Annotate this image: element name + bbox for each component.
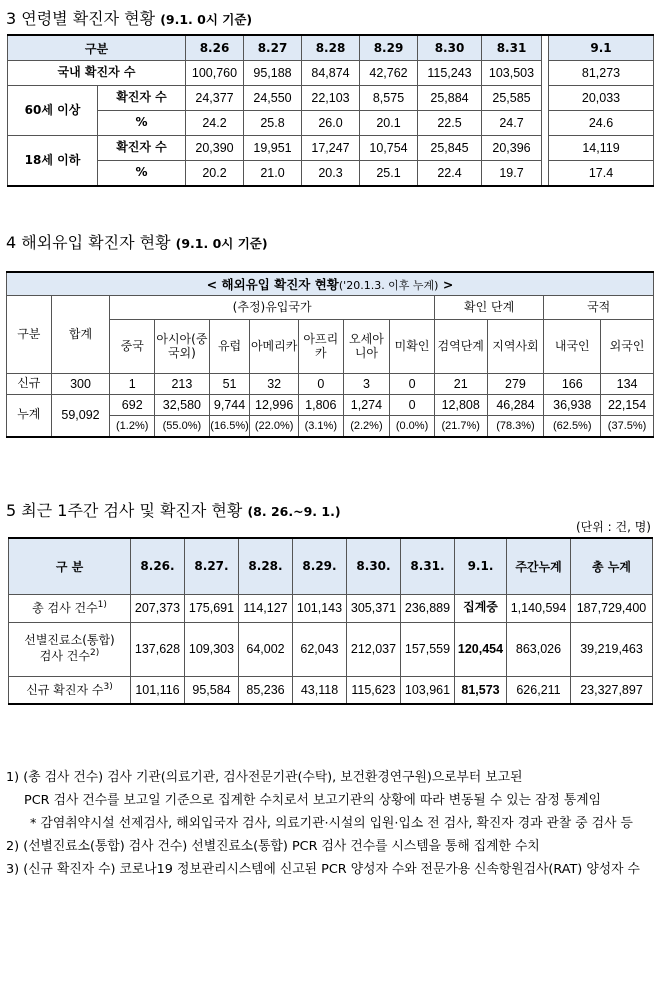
cell: 24.6 [549, 111, 654, 136]
footnote: * 감염취약시설 선제검사, 해외입국자 검사, 의료기관·시설의 입원·입소 전 검사, 확진자 경과 관찰 중 검사 등 [30, 816, 633, 831]
cell: 279 [487, 374, 544, 395]
cell: 22,103 [302, 86, 360, 111]
footnote: 1) (총 검사 건수) 검사 기관(의료기관, 검사전문기관(수탁), 보건환경연구원)으로부터 보고된 [6, 770, 523, 785]
header-date: 8.31. [401, 538, 455, 594]
cell: 9,744 [209, 395, 250, 416]
cell: 157,559 [401, 622, 455, 676]
cell: 24.7 [482, 111, 542, 136]
overseas-table [6, 271, 654, 438]
header-total: 총 누계 [571, 538, 653, 594]
cell: 24,377 [186, 86, 244, 111]
header-date: 8.31 [482, 35, 542, 61]
cell: 115,623 [347, 676, 401, 704]
cell: (55.0%) [155, 416, 210, 437]
cell: 12,808 [434, 395, 487, 416]
cell: (16.5%) [209, 416, 250, 437]
header-nation: 국적 [544, 296, 654, 320]
cell: 22.4 [418, 161, 482, 187]
cell: (62.5%) [544, 416, 601, 437]
row-label: 국내 확진자 수 [8, 61, 186, 86]
cell: 95,188 [244, 61, 302, 86]
cell: 101,143 [293, 594, 347, 622]
cell: 137,628 [131, 622, 185, 676]
cell: 21 [434, 374, 487, 395]
cell: 103,503 [482, 61, 542, 86]
cell: 20.3 [302, 161, 360, 187]
cell: 207,373 [131, 594, 185, 622]
cell: 81,573 [455, 676, 507, 704]
cell: 175,691 [185, 594, 239, 622]
cell: 20.2 [186, 161, 244, 187]
footnote: 2) (선별진료소(통합) 검사 건수) 선별진료소(통합) PCR 검사 건수를 시스템을 통해 집계한 수치 [6, 839, 540, 854]
cell: 81,273 [549, 61, 654, 86]
header-date: 8.26. [131, 538, 185, 594]
cell: 집계중 [455, 594, 507, 622]
cell: 103,961 [401, 676, 455, 704]
col-header: 미확인 [390, 320, 435, 374]
header-date: 8.30 [418, 35, 482, 61]
cell: 166 [544, 374, 601, 395]
cell: 22,154 [601, 395, 654, 416]
col-header: 중국 [110, 320, 155, 374]
cell: 134 [601, 374, 654, 395]
col-header: 검역단계 [434, 320, 487, 374]
header-cell: 구 분 [9, 538, 131, 594]
cell: (21.7%) [434, 416, 487, 437]
cell: 85,236 [239, 676, 293, 704]
cell: 1,140,594 [507, 594, 571, 622]
cell: 19.7 [482, 161, 542, 187]
cell: (22.0%) [250, 416, 299, 437]
cell: 59,092 [51, 395, 110, 437]
header-date: 8.27. [185, 538, 239, 594]
cell: 1,274 [343, 395, 390, 416]
footnote: PCR 검사 건수를 보고일 기준으로 집계한 수치로서 보고기관의 상황에 따라 변동될 수 있는 잠정 통계임 [24, 793, 601, 808]
header-date: 8.26 [186, 35, 244, 61]
cell: 20.1 [360, 111, 418, 136]
col-header: 아시아(중국외) [155, 320, 210, 374]
row-label: 선별진료소(통합) 검사 건수$^{2)}$ [9, 622, 131, 676]
unit-label: (단위 : 건, 명) [575, 520, 651, 534]
cell: (37.5%) [601, 416, 654, 437]
cell: 19,951 [244, 136, 302, 161]
cell: 115,243 [418, 61, 482, 86]
row-sublabel: % [98, 111, 186, 136]
cell: 3 [343, 374, 390, 395]
footnote: 3) (신규 확진자 수) 코로나19 정보관리시스템에 신고된 PCR 양성자 수와 전문가용 신속항원검사(RAT) 양성자 수 [6, 862, 640, 877]
header-date: 9.1. [455, 538, 507, 594]
cell: 17,247 [302, 136, 360, 161]
cell: 12,996 [250, 395, 299, 416]
header-cell: 구분 [8, 35, 186, 61]
cell: 626,211 [507, 676, 571, 704]
cell: 84,874 [302, 61, 360, 86]
col-header: 아프리카 [299, 320, 344, 374]
cell: 24,550 [244, 86, 302, 111]
col-header: 유럽 [209, 320, 250, 374]
cell: 24.2 [186, 111, 244, 136]
cell: 863,026 [507, 622, 571, 676]
cell: 212,037 [347, 622, 401, 676]
cell: 10,754 [360, 136, 418, 161]
cell: 8,575 [360, 86, 418, 111]
cell: 1 [110, 374, 155, 395]
col-header: 오세아니아 [343, 320, 390, 374]
cell: 26.0 [302, 111, 360, 136]
section-title-overseas: 4 해외유입 확진자 현황 (9.1. 0시 기준) [6, 233, 268, 252]
cell: 25,845 [418, 136, 482, 161]
col-header: 내국인 [544, 320, 601, 374]
cell: 46,284 [487, 395, 544, 416]
cell: 32 [250, 374, 299, 395]
header-confirm: 확인 단계 [434, 296, 544, 320]
cell: 43,118 [293, 676, 347, 704]
row-group-label: 60세 이상 [8, 86, 98, 136]
cell: 14,119 [549, 136, 654, 161]
cell: 101,116 [131, 676, 185, 704]
footnotes [6, 766, 656, 881]
cell: 213 [155, 374, 210, 395]
header-date: 8.30. [347, 538, 401, 594]
cell: 25.8 [244, 111, 302, 136]
section-title-age: 3 연령별 확진자 현황 (9.1. 0시 기준) [6, 9, 253, 28]
cell: 187,729,400 [571, 594, 653, 622]
table-caption: < 해외유입 확진자 현황('20.1.3. 이후 누계) > [7, 272, 654, 296]
cell: 109,303 [185, 622, 239, 676]
weekly-table [8, 537, 653, 705]
cell: (0.0%) [390, 416, 435, 437]
cell: 25,884 [418, 86, 482, 111]
cell: 51 [209, 374, 250, 395]
header-date: 9.1 [549, 35, 654, 61]
cell: 21.0 [244, 161, 302, 187]
cell: 0 [390, 395, 435, 416]
cell: 25,585 [482, 86, 542, 111]
cell: 17.4 [549, 161, 654, 187]
cell: 305,371 [347, 594, 401, 622]
cell: 300 [51, 374, 110, 395]
cell: 1,806 [299, 395, 344, 416]
row-group-label: 18세 이하 [8, 136, 98, 187]
col-header: 지역사회 [487, 320, 544, 374]
cell: 114,127 [239, 594, 293, 622]
cell: (3.1%) [299, 416, 344, 437]
header-date: 8.28 [302, 35, 360, 61]
cell: 100,760 [186, 61, 244, 86]
header-date: 8.29. [293, 538, 347, 594]
row-label: 누계 [7, 395, 52, 437]
section-title-weekly: 5 최근 1주간 검사 및 확진자 현황 (8. 26.~9. 1.) [6, 501, 341, 520]
header-date: 8.28. [239, 538, 293, 594]
cell: 0 [390, 374, 435, 395]
row-label: 신규 [7, 374, 52, 395]
cell: 120,454 [455, 622, 507, 676]
row-label: 신규 확진자 수$^{3)}$ [9, 676, 131, 704]
cell: 64,002 [239, 622, 293, 676]
cell: 20,390 [186, 136, 244, 161]
cell: 0 [299, 374, 344, 395]
header-date: 8.27 [244, 35, 302, 61]
cell: 236,889 [401, 594, 455, 622]
cell: 20,033 [549, 86, 654, 111]
header-total: 합계 [51, 296, 110, 374]
header-country: (추정)유입국가 [110, 296, 434, 320]
cell: 22.5 [418, 111, 482, 136]
col-header: 아메리카 [250, 320, 299, 374]
cell: 95,584 [185, 676, 239, 704]
cell: 42,762 [360, 61, 418, 86]
row-sublabel: 확진자 수 [98, 136, 186, 161]
cell: 692 [110, 395, 155, 416]
cell: 25.1 [360, 161, 418, 187]
cell: (2.2%) [343, 416, 390, 437]
cell: (78.3%) [487, 416, 544, 437]
column-gap [542, 35, 549, 186]
cell: 39,219,463 [571, 622, 653, 676]
header-gubun: 구분 [7, 296, 52, 374]
row-sublabel: % [98, 161, 186, 187]
cell: 23,327,897 [571, 676, 653, 704]
row-sublabel: 확진자 수 [98, 86, 186, 111]
header-date: 8.29 [360, 35, 418, 61]
cell: 32,580 [155, 395, 210, 416]
cell: 62,043 [293, 622, 347, 676]
cell: 20,396 [482, 136, 542, 161]
cell: 36,938 [544, 395, 601, 416]
age-table [7, 34, 654, 187]
row-label: 총 검사 건수$^{1)}$ [9, 594, 131, 622]
cell: (1.2%) [110, 416, 155, 437]
col-header: 외국인 [601, 320, 654, 374]
header-weekly: 주간누계 [507, 538, 571, 594]
